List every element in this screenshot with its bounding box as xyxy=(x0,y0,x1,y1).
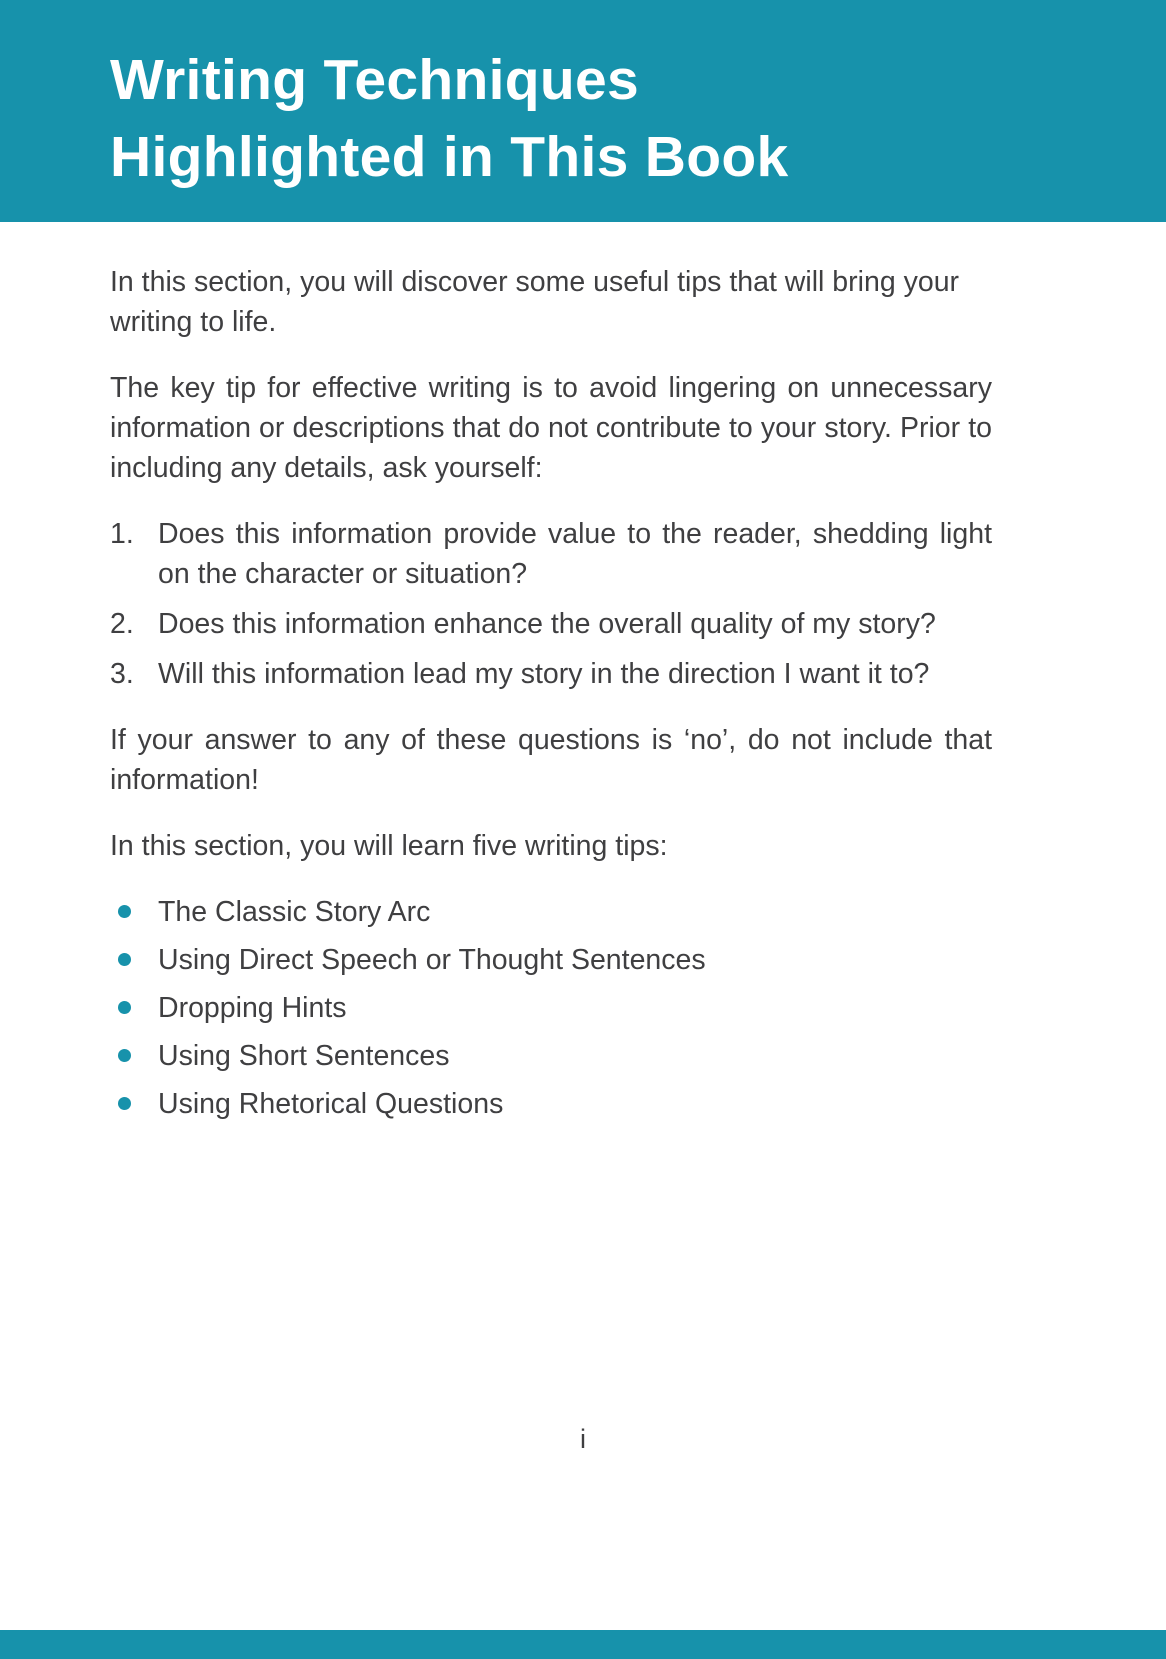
intro-paragraph: In this section, you will discover some useful tips that will bring your writing to life. xyxy=(110,266,960,338)
page-number: i xyxy=(580,1424,586,1454)
bullet-icon xyxy=(118,1097,131,1110)
key-tip-paragraph: The key tip for effective writing is to avoid lingering on unnecessary information or descriptions that do not contribute to your story. Prior to including any details, ask yourself: xyxy=(110,372,992,484)
bullet-icon xyxy=(118,1049,131,1062)
page-content xyxy=(0,222,1166,1124)
title-line-1: Writing Techniques xyxy=(110,48,639,112)
list-item-text: Does this information enhance the overall quality of my story? xyxy=(158,608,936,640)
list-item-text: Dropping Hints xyxy=(158,992,347,1024)
bullet-icon xyxy=(118,953,131,966)
bullet-icon xyxy=(118,1001,131,1014)
questions-list xyxy=(110,514,992,694)
title-line-2: Highlighted in This Book xyxy=(110,125,789,189)
list-item xyxy=(110,604,992,644)
learn-intro-paragraph: In this section, you will learn five writing tips: xyxy=(110,830,668,862)
page-header xyxy=(0,0,1166,222)
list-item-text: Will this information lead my story in the direction I want it to? xyxy=(158,658,930,690)
list-item xyxy=(110,892,992,932)
answer-no-paragraph: If your answer to any of these questions is ‘no’, do not include that information! xyxy=(110,724,992,796)
list-item-text: Using Direct Speech or Thought Sentences xyxy=(158,944,706,976)
list-item-number: 1. xyxy=(110,518,134,550)
list-item-number: 2. xyxy=(110,608,134,640)
list-item-text: The Classic Story Arc xyxy=(158,896,431,928)
list-item xyxy=(110,1084,992,1124)
list-item xyxy=(110,1036,992,1076)
list-item xyxy=(110,514,992,594)
list-item xyxy=(110,988,992,1028)
list-item-text: Using Rhetorical Questions xyxy=(158,1088,504,1120)
page-title xyxy=(110,42,1106,196)
bullet-icon xyxy=(118,905,131,918)
list-item xyxy=(110,940,992,980)
list-item xyxy=(110,654,992,694)
list-item-number: 3. xyxy=(110,658,134,690)
writing-tips-list xyxy=(110,892,992,1124)
list-item-text: Does this information provide value to the reader, shedding light on the character or situation? xyxy=(158,518,992,590)
list-item-text: Using Short Sentences xyxy=(158,1040,450,1072)
bottom-strip xyxy=(0,1630,1166,1659)
